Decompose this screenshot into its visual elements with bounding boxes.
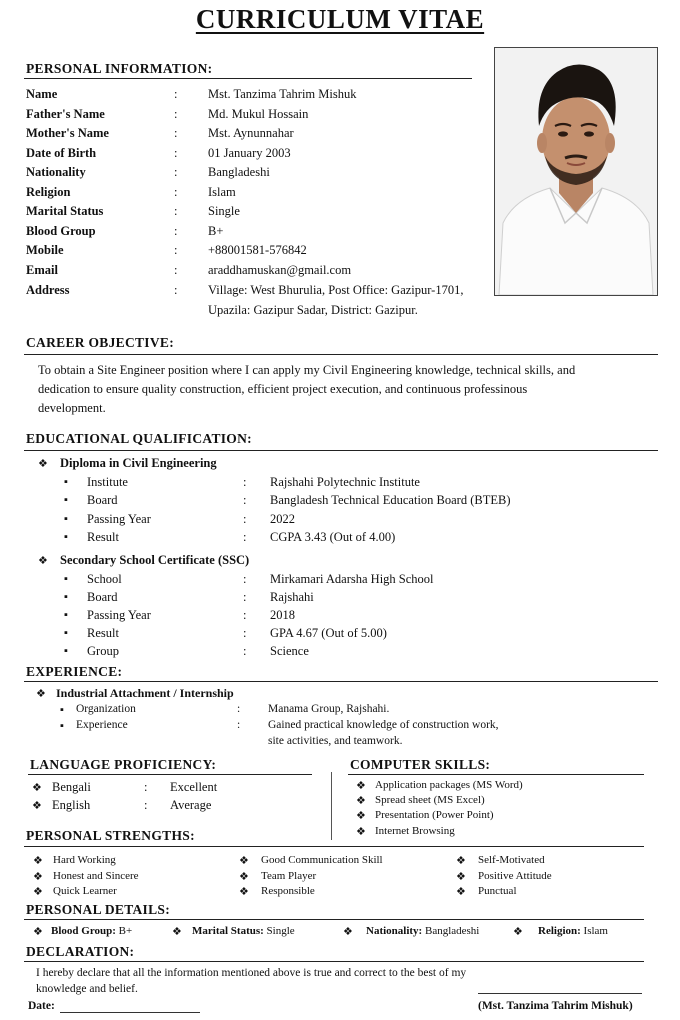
profile-photo xyxy=(494,47,658,296)
colon: : xyxy=(174,243,178,257)
strength-item: Self-Motivated xyxy=(478,854,545,866)
personal-label-address: Address xyxy=(26,283,70,297)
diamond-bullet-icon: ❖ xyxy=(38,555,48,567)
square-bullet-icon: ▪ xyxy=(64,609,68,621)
section-divider xyxy=(24,846,644,847)
colon: : xyxy=(144,798,148,812)
detail-item: Religion: Islam xyxy=(538,925,608,937)
colon: : xyxy=(243,572,247,586)
exp-value-line1: Gained practical knowledge of construction work, xyxy=(268,719,499,731)
diamond-bullet-icon: ❖ xyxy=(239,871,249,883)
square-bullet-icon: ▪ xyxy=(64,627,68,639)
colon: : xyxy=(243,475,247,489)
edu-label: Board xyxy=(87,590,118,604)
personal-value-dob: 01 January 2003 xyxy=(208,146,291,160)
personal-label-religion: Religion xyxy=(26,185,71,199)
edu-value: 2018 xyxy=(270,608,295,622)
colon: : xyxy=(243,626,247,640)
colon: : xyxy=(174,224,178,238)
colon: : xyxy=(174,283,178,297)
square-bullet-icon: ▪ xyxy=(64,513,68,525)
declaration-text: I hereby declare that all the information mentioned above is true and correct to the best of my knowledge and belief. xyxy=(36,967,467,995)
computer-skill: Spread sheet (MS Excel) xyxy=(375,794,485,806)
colon: : xyxy=(174,263,178,277)
personal-label-nationality: Nationality xyxy=(26,165,86,179)
personal-value-father: Md. Mukul Hossain xyxy=(208,107,309,121)
page-title: CURRICULUM VITAE xyxy=(195,4,485,34)
colon: : xyxy=(243,530,247,544)
computer-skill: Application packages (MS Word) xyxy=(375,779,523,791)
colon: : xyxy=(243,644,247,658)
strength-item: Positive Attitude xyxy=(478,870,552,882)
colon: : xyxy=(174,107,178,121)
education-heading-diploma: Diploma in Civil Engineering xyxy=(60,456,217,470)
diamond-bullet-icon: ❖ xyxy=(36,688,46,700)
personal-value-marital: Single xyxy=(208,204,240,218)
colon: : xyxy=(174,185,178,199)
strength-item: Quick Learner xyxy=(53,885,117,897)
section-title-career: CAREER OBJECTIVE: xyxy=(26,335,174,350)
section-divider xyxy=(24,354,658,355)
edu-value: Bangladesh Technical Education Board (BTEB) xyxy=(270,493,511,507)
language-name: Bengali xyxy=(52,780,91,794)
personal-label-dob: Date of Birth xyxy=(26,146,97,160)
edu-label: School xyxy=(87,572,122,586)
strength-item: Responsible xyxy=(261,885,315,897)
colon: : xyxy=(237,703,241,715)
diamond-bullet-icon: ❖ xyxy=(356,780,366,792)
exp-label: Organization xyxy=(76,703,136,715)
edu-value: GPA 4.67 (Out of 5.00) xyxy=(270,626,387,640)
colon: : xyxy=(243,608,247,622)
date-line xyxy=(60,1012,200,1013)
square-bullet-icon: ▪ xyxy=(64,645,68,657)
diamond-bullet-icon: ❖ xyxy=(33,855,43,867)
colon: : xyxy=(243,493,247,507)
edu-label: Passing Year xyxy=(87,512,151,526)
section-divider xyxy=(24,961,644,962)
exp-value: Manama Group, Rajshahi. xyxy=(268,703,390,715)
section-divider xyxy=(24,450,658,451)
personal-value-nationality: Bangladeshi xyxy=(208,165,270,179)
edu-label: Board xyxy=(87,493,118,507)
strength-item: Hard Working xyxy=(53,854,116,866)
personal-value-name: Mst. Tanzima Tahrim Mishuk xyxy=(208,87,357,101)
diamond-bullet-icon: ❖ xyxy=(356,826,366,838)
exp-value-line2: site activities, and teamwork. xyxy=(268,735,403,747)
exp-label: Experience xyxy=(76,719,128,731)
section-title-declaration: DECLARATION: xyxy=(26,944,135,959)
personal-label-email: Email xyxy=(26,263,58,277)
edu-value: CGPA 3.43 (Out of 4.00) xyxy=(270,530,396,544)
diamond-bullet-icon: ❖ xyxy=(456,886,466,898)
colon: : xyxy=(243,512,247,526)
personal-label-name: Name xyxy=(26,87,58,101)
career-objective-text: To obtain a Site Engineer position where I can apply my Civil Engineering knowledge, technical skills, and dedication to ensure quality construction, efficient project execution, and continuous professinous development. xyxy=(38,363,576,415)
signature-line xyxy=(478,993,642,994)
diamond-bullet-icon: ❖ xyxy=(356,810,366,822)
education-heading-ssc: Secondary School Certificate (SSC) xyxy=(60,553,250,567)
computer-skill: Internet Browsing xyxy=(375,825,455,837)
personal-value-mother: Mst. Aynunnahar xyxy=(208,126,294,140)
section-divider xyxy=(348,774,644,775)
diamond-bullet-icon: ❖ xyxy=(38,458,48,470)
diamond-bullet-icon: ❖ xyxy=(239,855,249,867)
personal-label-father: Father's Name xyxy=(26,107,105,121)
computer-skill: Presentation (Power Point) xyxy=(375,809,494,821)
personal-label-marital: Marital Status xyxy=(26,204,104,218)
experience-heading: Industrial Attachment / Internship xyxy=(56,686,234,700)
personal-label-mother: Mother's Name xyxy=(26,126,109,140)
diamond-bullet-icon: ❖ xyxy=(32,782,42,794)
section-title-language: LANGUAGE PROFICIENCY: xyxy=(30,757,217,772)
diamond-bullet-icon: ❖ xyxy=(32,800,42,812)
section-divider xyxy=(24,78,472,79)
edu-label: Result xyxy=(87,530,119,544)
edu-value: Rajshahi Polytechnic Institute xyxy=(270,475,420,489)
diamond-bullet-icon: ❖ xyxy=(239,886,249,898)
detail-item: Nationality: Bangladeshi xyxy=(366,925,480,937)
edu-value: 2022 xyxy=(270,512,295,526)
strength-item: Punctual xyxy=(478,885,517,897)
colon: : xyxy=(174,165,178,179)
colon: : xyxy=(243,590,247,604)
square-bullet-icon: ▪ xyxy=(64,591,68,603)
personal-value-religion: Islam xyxy=(208,185,236,199)
strength-item: Good Communication Skill xyxy=(261,854,383,866)
section-title-personal-info: PERSONAL INFORMATION: xyxy=(26,61,213,76)
colon: : xyxy=(237,719,241,731)
signature-name: (Mst. Tanzima Tahrim Mishuk) xyxy=(478,1000,633,1012)
diamond-bullet-icon: ❖ xyxy=(356,795,366,807)
section-title-strengths: PERSONAL STRENGTHS: xyxy=(26,828,195,843)
colon: : xyxy=(174,204,178,218)
diamond-bullet-icon: ❖ xyxy=(456,855,466,867)
section-title-computer: COMPUTER SKILLS: xyxy=(350,757,491,772)
language-level: Average xyxy=(170,798,212,812)
personal-label-blood: Blood Group xyxy=(26,224,96,238)
colon: : xyxy=(174,146,178,160)
personal-value-email: araddhamuskan@gmail.com xyxy=(208,263,352,277)
square-bullet-icon: ▪ xyxy=(64,476,68,488)
column-divider xyxy=(331,772,332,840)
edu-label: Result xyxy=(87,626,119,640)
diamond-bullet-icon: ❖ xyxy=(172,926,182,938)
edu-value: Rajshahi xyxy=(270,590,314,604)
person-portrait-icon xyxy=(495,48,657,295)
language-name: English xyxy=(52,798,91,812)
personal-value-address-line1: Village: West Bhurulia, Post Office: Gazipur-1701, xyxy=(208,283,464,297)
square-bullet-icon: ▪ xyxy=(60,720,64,732)
colon: : xyxy=(144,780,148,794)
square-bullet-icon: ▪ xyxy=(64,494,68,506)
edu-value: Science xyxy=(270,644,309,658)
colon: : xyxy=(174,126,178,140)
diamond-bullet-icon: ❖ xyxy=(456,871,466,883)
edu-label: Institute xyxy=(87,475,128,489)
section-title-education: EDUCATIONAL QUALIFICATION: xyxy=(26,431,252,446)
diamond-bullet-icon: ❖ xyxy=(33,926,43,938)
section-divider xyxy=(24,681,658,682)
section-title-details: PERSONAL DETAILS: xyxy=(26,902,171,917)
section-title-experience: EXPERIENCE: xyxy=(26,664,123,679)
date-label: Date: xyxy=(28,1000,55,1012)
detail-item: Marital Status: Single xyxy=(192,925,295,937)
section-divider xyxy=(24,919,644,920)
diamond-bullet-icon: ❖ xyxy=(33,886,43,898)
personal-value-mobile: +88001581-576842 xyxy=(208,243,307,257)
detail-item: Blood Group: B+ xyxy=(51,925,133,937)
colon: : xyxy=(174,87,178,101)
diamond-bullet-icon: ❖ xyxy=(343,926,353,938)
diamond-bullet-icon: ❖ xyxy=(33,871,43,883)
edu-label: Group xyxy=(87,644,119,658)
strength-item: Team Player xyxy=(261,870,317,882)
diamond-bullet-icon: ❖ xyxy=(513,926,523,938)
personal-value-address-line2: Upazila: Gazipur Sadar, District: Gazipur. xyxy=(208,303,418,317)
personal-value-blood: B+ xyxy=(208,224,224,238)
section-divider xyxy=(28,774,312,775)
personal-label-mobile: Mobile xyxy=(26,243,64,257)
strength-item: Honest and Sincere xyxy=(53,870,139,882)
edu-value: Mirkamari Adarsha High School xyxy=(270,572,434,586)
edu-label: Passing Year xyxy=(87,608,151,622)
language-level: Excellent xyxy=(170,780,218,794)
square-bullet-icon: ▪ xyxy=(64,573,68,585)
square-bullet-icon: ▪ xyxy=(64,531,68,543)
square-bullet-icon: ▪ xyxy=(60,704,64,716)
